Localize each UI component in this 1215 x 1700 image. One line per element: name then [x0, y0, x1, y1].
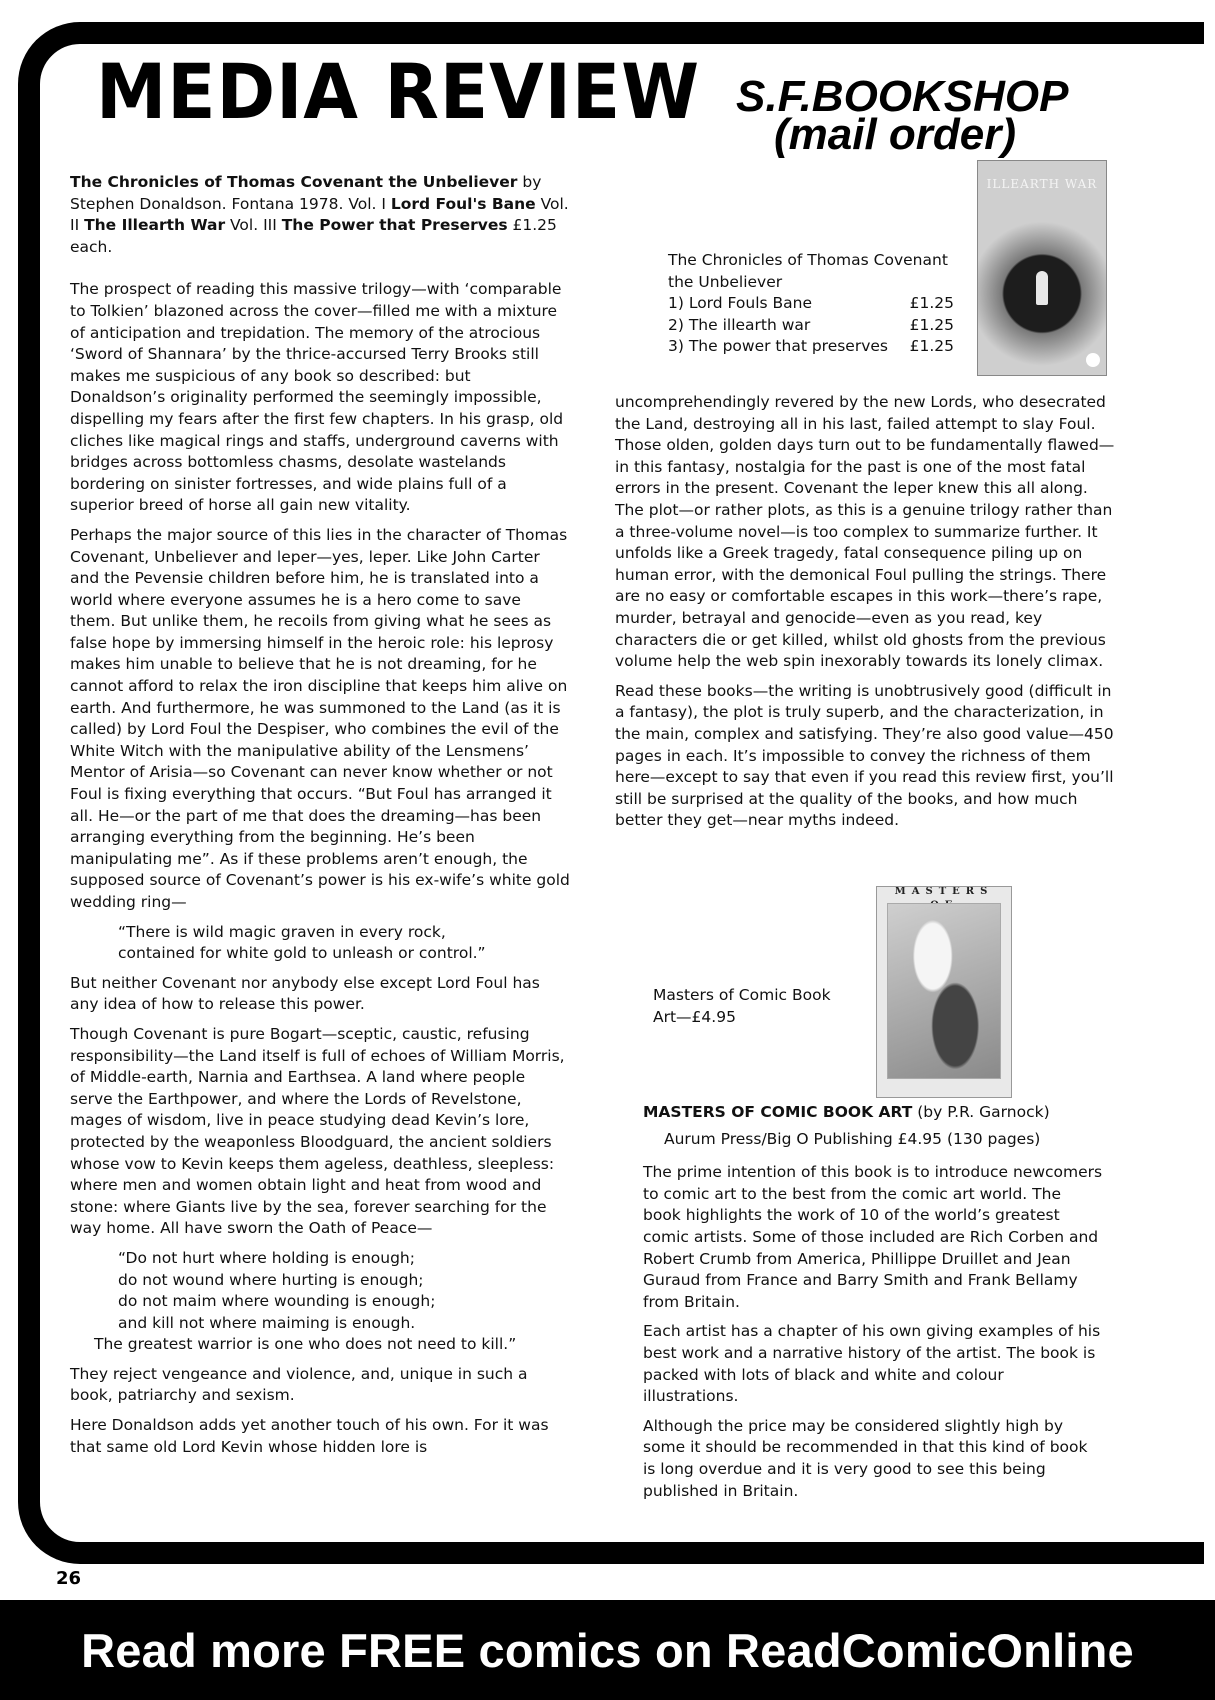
cover-title: MASTERS	[894, 886, 994, 897]
illearth-war-cover-image	[977, 160, 1107, 376]
publisher-logo-icon	[1086, 353, 1100, 367]
listing-title: the Unbeliever	[668, 272, 783, 291]
listing-item: 2) The illearth war	[668, 315, 811, 334]
review-heading-by: by Stephen Donaldson. Fontana 1978. Vol. I	[70, 173, 542, 213]
paragraph: Each artist has a chapter of his own giving examples of his best work and a narrative history of the artist. The book is packed with lots of black and white and colour illustrations.	[643, 1322, 1101, 1406]
paragraph: Though Covenant is pure Bogart—sceptic, caustic, refusing responsibility—the Land itself is full of echoes of William Morris, of Middle-earth, Narnia and Earthsea. A land where people serve the Earthpower, and where the Lords of Revelstone, mages of wisdom, live in peace studying dead Kevin’s lore, protected by the weaponless Bloodguard, the ancient soldiers whose vow to Kevin keeps them ageless, deathless, sleepless: where men and women obtain light and heat from wood and stone: where Giants live by the sea, forever searching for the way home. All have sworn the Oath of Peace—	[70, 1024, 565, 1238]
review-price: £1.25 each.	[70, 216, 557, 256]
paragraph: Read these books—the writing is unobtrusively good (difficult in a fantasy), the plot is truly superb, and the characterization, in the main, complex and satisfying. They’re also good value—450 pages in each. It’s impossible to convey the richness of them here—except to say that even if you read this review first, you’ll still be surprised at the quality of the books, and how much better they get—near myths indeed.	[615, 681, 1114, 830]
quote-line: do not wound where hurting is enough;	[118, 1270, 424, 1289]
listing-row	[668, 293, 954, 315]
comic-listing-line: Masters of Comic Book	[653, 986, 831, 1004]
quote-line: “Do not hurt where holding is enough;	[118, 1248, 415, 1267]
review-right-column	[615, 392, 1125, 840]
page-title: MEDIA REVIEW	[96, 47, 701, 136]
review-vol2: The Illearth War	[84, 216, 226, 235]
comic-review-author: (by P.R. Garnock)	[912, 1103, 1050, 1121]
comic-listing-line: Art—£4.95	[653, 1007, 736, 1026]
quote-line: contained for white gold to unleash or control.”	[118, 944, 486, 963]
listing-price: £1.25	[909, 337, 954, 356]
paragraph: They reject vengeance and violence, and, unique in such a book, patriarchy and sexism.	[70, 1364, 528, 1405]
cover-title: ILLEARTH WAR	[986, 177, 1098, 191]
promo-banner[interactable]: Read more FREE comics on ReadComicOnline	[0, 1600, 1215, 1700]
quote-line: The greatest warrior is one who does not need to kill.”	[94, 1335, 517, 1354]
listing-price: £1.25	[909, 315, 954, 334]
paragraph: The plot—or rather plots, as this is a genuine trilogy rather than a three-volume novel—is too complex to summarize further. It unfolds like a Greek tragedy, fatal consequence piling up on human error, with the demonical Foul pulling the strings. There are no easy or comfortable escapes in this work—there’s rape, murder, betrayal and genocide—even as you read, key characters die or get killed, whilst old ghosts from the previous volume help the web spin inexorably towards its lonely climax.	[615, 500, 1113, 671]
paragraph: uncomprehendingly revered by the new Lords, who desecrated the Land, destroying all in his last, failed attempt to slay Foul. Those olden, golden days turn out to be fundamentally flawed—in this fantasy, nostalgia for the past is one of the most fatal errors in the present. Covenant the leper knew this all along.	[615, 393, 1115, 498]
bookshop-title	[736, 72, 1069, 159]
cover-art	[887, 903, 1001, 1079]
review-left-column	[70, 172, 570, 1466]
listing-item: 3) The power that preserves	[668, 337, 889, 356]
listing-row	[668, 315, 954, 337]
comic-listing	[653, 985, 883, 1028]
paragraph: Although the price may be considered slightly high by some it should be recommended in that this kind of book is long overdue and it is very good to see this being published in Britain.	[643, 1416, 1088, 1500]
comic-review-heading	[643, 1102, 1103, 1124]
bookshop-title-line2: (mail order)	[774, 110, 1017, 159]
masters-of-comic-book-art-cover-image	[876, 886, 1012, 1098]
paragraph: Here Donaldson adds yet another touch of his own. For it was that same old Lord Kevin whose hidden lore is	[70, 1416, 549, 1456]
quote-oath-of-peace	[70, 1248, 570, 1356]
cover-figure	[1036, 271, 1048, 305]
paragraph: Perhaps the major source of this lies in the character of Thomas Covenant, Unbeliever and leper—yes, leper. Like John Carter and the Pevensie children before him, he is translated into a world where everyone assumes he is a hero come to save them. But unlike them, he recoils from giving what he sees as false hope by immersing himself in the heroic role: his leprosy makes him unable to believe that he is not dreaming, for he cannot afford to relax the iron discipline that keeps him alive on earth. And furthermore, he was summoned to the Land (as it is called) by Lord Foul the Despiser, who combines the evil of the White Witch with the manipulative ability of the Lensmens’ Mentor of Arisia—so Covenant can never know whether or not Foul is fixing everything that occurs. “But Foul has arranged it all. He—or the part of me that does the dreaming—has been arranging everything from the beginning. He’s been manipulating me”. As if these problems aren’t enough, the supposed source of Covenant’s power is his ex-wife’s white gold wedding ring—	[70, 525, 570, 911]
review-heading	[70, 172, 570, 258]
quote-line: do not maim where wounding is enough;	[118, 1292, 436, 1311]
page-number: 26	[56, 1568, 82, 1589]
review-heading-title: The Chronicles of Thomas Covenant the Unbeliever	[70, 173, 518, 191]
listing-item: 1) Lord Fouls Bane	[668, 294, 813, 313]
paragraph: The prime intention of this book is to introduce newcomers to comic art to the best from the comic art world. The book highlights the work of 10 of the world’s greatest comic artists. Some of those included are Rich Corben and Robert Crumb from America, Phillippe Druillet and Jean Guraud from France and Barry Smith and Frank Bellamy from Britain.	[643, 1163, 1103, 1311]
quote-line: “There is wild magic graven in every rock,	[118, 922, 446, 941]
review-vol3: The Power that Preserves	[281, 216, 508, 235]
comic-review-publisher: Aurum Press/Big O Publishing £4.95 (130 pages)	[664, 1129, 1041, 1148]
bookshop-listing	[668, 250, 954, 358]
quote-wild-magic	[70, 922, 570, 965]
paragraph: The prospect of reading this massive trilogy—with ‘comparable to Tolkien’ blazoned across the cover—filled me with a mixture of anticipation and trepidation. The memory of the atrocious ‘Sword of Shannara’ by the thrice-accursed Terry Brooks still makes me suspicious of any book so described: but Donaldson’s originality performed the seemingly impossible, dispelling my fears after the first few chapters. In his grasp, old cliches like magical rings and staffs, underground caverns with bridges across bottomless chasms, desolate wastelands bordering on sinister fortresses, and wide plains full of a superior breed of horse all gain new vitality.	[70, 280, 564, 515]
review-vol2-prefix: Vol. II	[70, 194, 569, 235]
bookshop-title-line1: S.F.BOOKSHOP	[736, 72, 1069, 121]
review-vol1: Lord Foul's Bane	[390, 194, 536, 213]
review-vol3-prefix: Vol. III	[225, 216, 282, 235]
listing-title: The Chronicles of Thomas Covenant	[668, 251, 948, 269]
comic-review	[643, 1102, 1103, 1510]
listing-price: £1.25	[909, 294, 954, 313]
comic-review-title: MASTERS OF COMIC BOOK ART	[643, 1103, 913, 1121]
paragraph: But neither Covenant nor anybody else except Lord Foul has any idea of how to release this power.	[70, 973, 540, 1014]
quote-line: and kill not where maiming is enough.	[118, 1313, 416, 1332]
listing-row	[668, 336, 954, 358]
